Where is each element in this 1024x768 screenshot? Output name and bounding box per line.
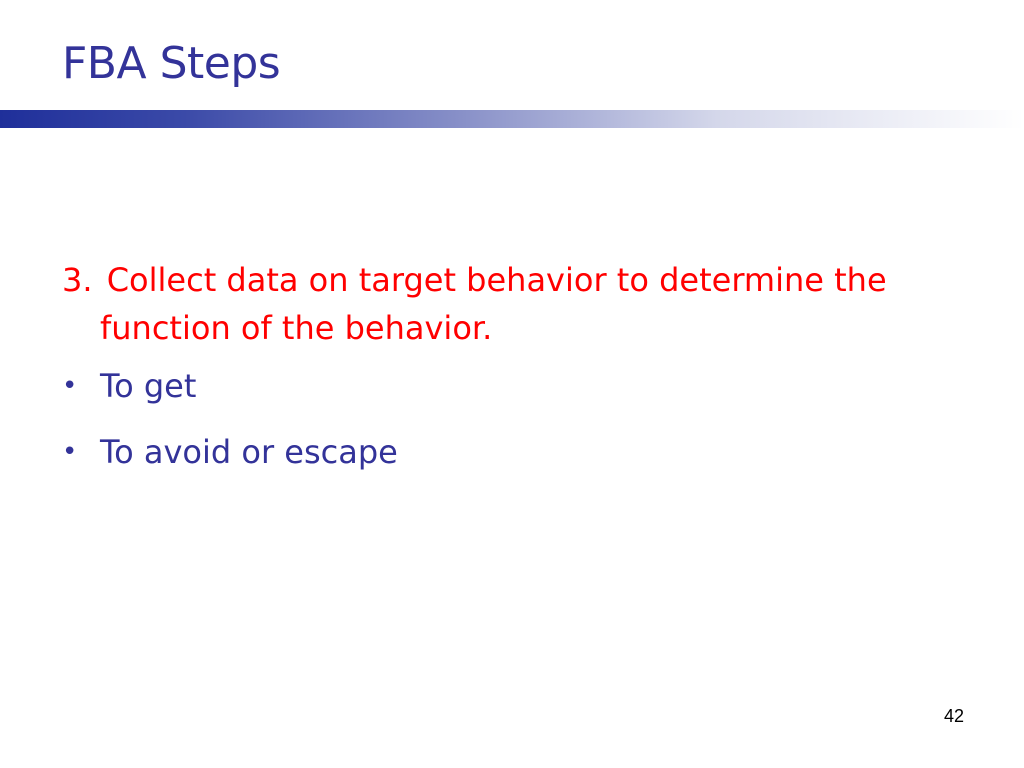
step-number: 3. [62,261,93,299]
bullet-dot-icon: • [62,437,78,467]
step-paragraph [62,256,982,352]
slide-body [62,256,982,496]
slide-title: FBA Steps [62,38,281,89]
bullet-item [62,364,982,408]
step-text: Collect data on target behavior to determine the function of the behavior. [100,261,887,347]
bullet-dot-icon: • [62,371,78,401]
bullet-list [62,364,982,474]
page-number: 42 [943,706,964,726]
title-gradient-bar [0,110,1024,128]
bullet-text: To avoid or escape [100,433,398,471]
bullet-item [62,430,982,474]
bullet-text: To get [100,367,197,405]
